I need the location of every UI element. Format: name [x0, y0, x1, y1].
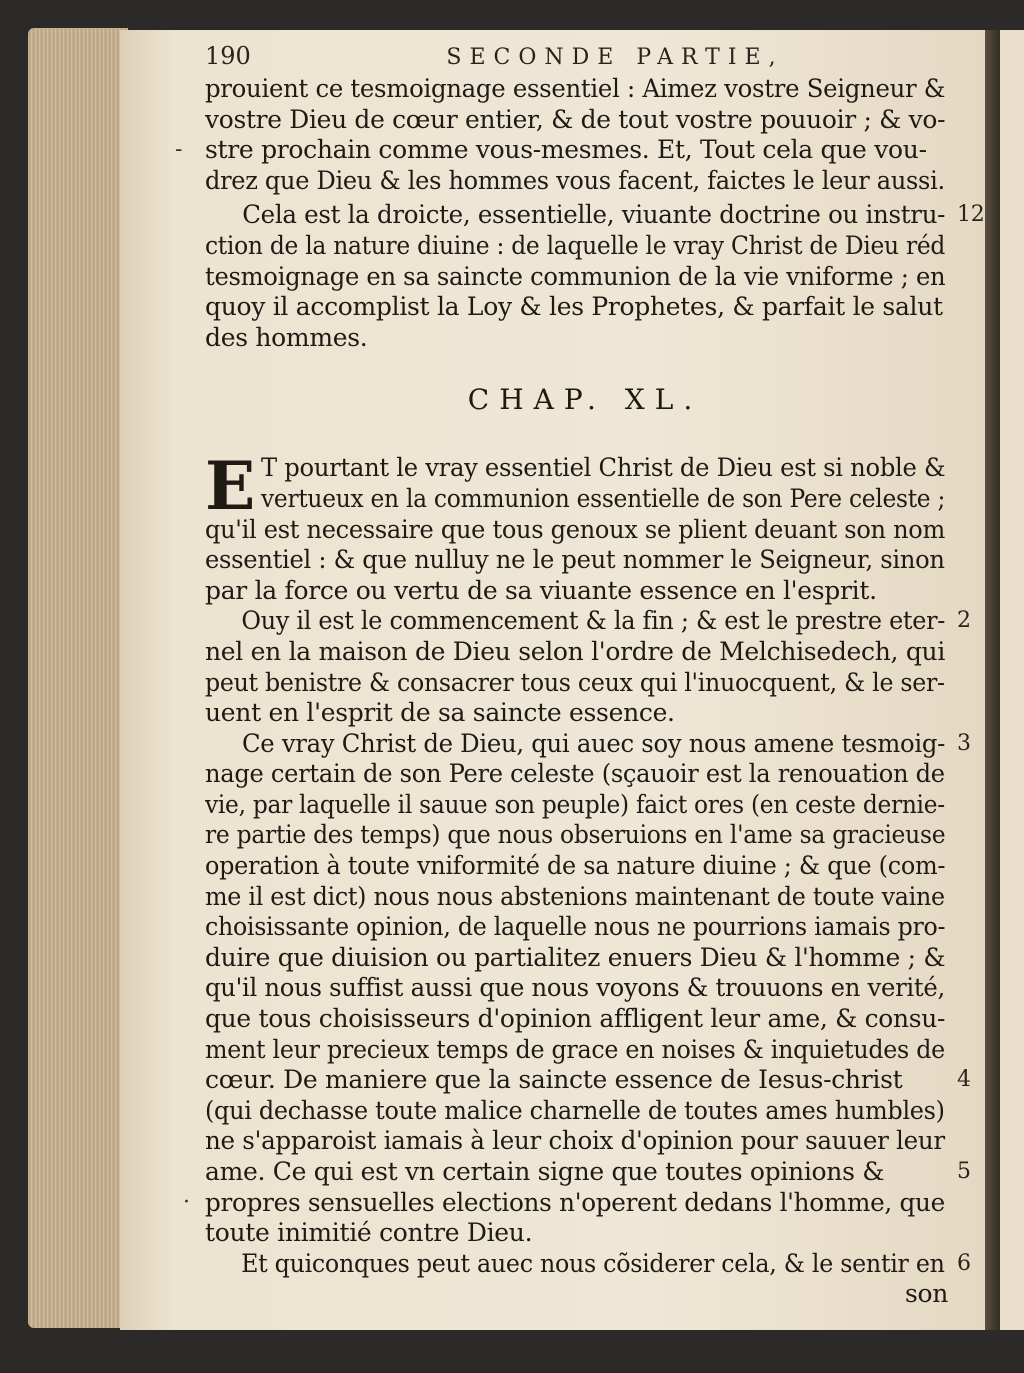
running-title: SECONDE PARTIE, [446, 45, 784, 70]
text-line: · propres sensuelles elections n'operent dedans l'homme, que [183, 1187, 945, 1217]
page-text-block [175, 42, 985, 1310]
verse-number: 5 [957, 1159, 971, 1184]
text-line: E T pourtant le vray essentiel Christ de Dieu est si noble & [205, 447, 946, 526]
text-line: uent en l'esprit de sa saincte essence. [205, 698, 675, 728]
text-line: des hommes. [205, 322, 368, 352]
text-line: Et quiconques peut auec nous cõsiderer cela, & le sentir en 6 [241, 1248, 971, 1278]
text-line: (qui dechasse toute malice charnelle de toutes ames humbles) [205, 1095, 945, 1125]
paragraph-2 [205, 200, 985, 353]
text-line: quoy il accomplist la Loy & les Prophetes, & parfait le salut [205, 292, 943, 322]
text-line: ne s'apparoist iamais à leur choix d'opinion pour sauuer leur [205, 1126, 945, 1156]
drop-capital: E [205, 447, 256, 526]
verse-number: 12 [957, 202, 985, 228]
page-number: 190 [205, 42, 251, 70]
text-line: nage certain de son Pere celeste (sçauoir est la renouation de [205, 759, 945, 789]
verse-number: 2 [957, 608, 971, 634]
catchword-line [205, 1279, 965, 1310]
text-line: qu'il est necessaire que tous genoux se plient deuant son nom [205, 514, 946, 544]
text-line: toute inimitié contre Dieu. [205, 1218, 533, 1248]
text-line: me il est dict) nous nous abstenions maintenant de toute vaine [205, 881, 945, 911]
text-line: prouient ce tesmoignage essentiel : Aimez vostre Seigneur & [205, 74, 946, 103]
text-line: qu'il nous suffist aussi que nous voyons & trouuons en verité, [205, 973, 945, 1003]
text-line: Ce vray Christ de Dieu, qui auec soy nous amene tesmoig- 3 [241, 728, 971, 758]
text-line: que tous choisisseurs d'opinion affligent leur ame, & consu- [205, 1004, 946, 1034]
text-line: duire que diuision ou partialitez enuers Dieu & l'homme ; & [205, 942, 946, 972]
text-line: ment leur precieux temps de grace en noises & inquietudes de [205, 1034, 945, 1064]
chapter-heading: CHAP. XL. [467, 383, 703, 417]
text-line: - stre prochain comme vous-mesmes. Et, Tout cela que vou- [175, 135, 927, 165]
paragraph-1 [175, 74, 965, 196]
verse-number: 6 [957, 1250, 971, 1276]
facing-page-edge [1000, 30, 1024, 1330]
text-line: vertueux en la communion essentielle de son Pere celeste ; [261, 483, 946, 513]
text-line: tesmoignage en sa saincte communion de la vie vniforme ; en [205, 261, 946, 291]
verse-number: 3 [957, 730, 971, 756]
text-line: nel en la maison de Dieu selon l'ordre de Melchisedech, qui [205, 636, 946, 666]
text-line: drez que Dieu & les hommes vous facent, faictes le leur aussi. [205, 165, 945, 195]
book-page-edges [28, 28, 128, 1328]
text-line: re partie des temps) que nous obseruions en l'ame sa gracieuse [205, 820, 946, 850]
text-line: Ouy il est le commencement & la fin ; & est le prestre eter- 2 [241, 606, 971, 636]
text-line: ction de la nature diuine : de laquelle le vray Christ de Dieu réd [205, 230, 946, 260]
verse-number: 4 [957, 1067, 971, 1093]
text-line: operation à toute vniformité de sa nature diuine ; & que (com- [205, 851, 946, 881]
text-line: peut benistre & consacrer tous ceux qui l'inuocquent, & le ser- [205, 667, 945, 697]
catchword: son [905, 1279, 949, 1309]
text-line: choisissante opinion, de laquelle nous ne pourrions iamais pro- [205, 912, 946, 942]
text-line: cœur. De maniere que la saincte essence de Iesus-christ 4 [205, 1065, 971, 1095]
text-line: ame. Ce qui est vn certain signe que toutes opinions & 5 [205, 1157, 971, 1186]
text-line: essentiel : & que nulluy ne le peut nommer le Seigneur, sinon [205, 545, 945, 575]
text-line: vostre Dieu de cœur entier, & de tout vostre pouuoir ; & vo- [205, 104, 946, 134]
chapter-body [183, 447, 971, 1310]
text-line: vie, par laquelle il sauue son peuple) faict ores (en ceste dernie- [205, 789, 945, 819]
running-head [205, 42, 965, 74]
text-line: Cela est la droicte, essentielle, viuante doctrine ou instru- 12 [242, 200, 985, 230]
text-line: par la force ou vertu de sa viuante essence en l'esprit. [205, 575, 877, 605]
